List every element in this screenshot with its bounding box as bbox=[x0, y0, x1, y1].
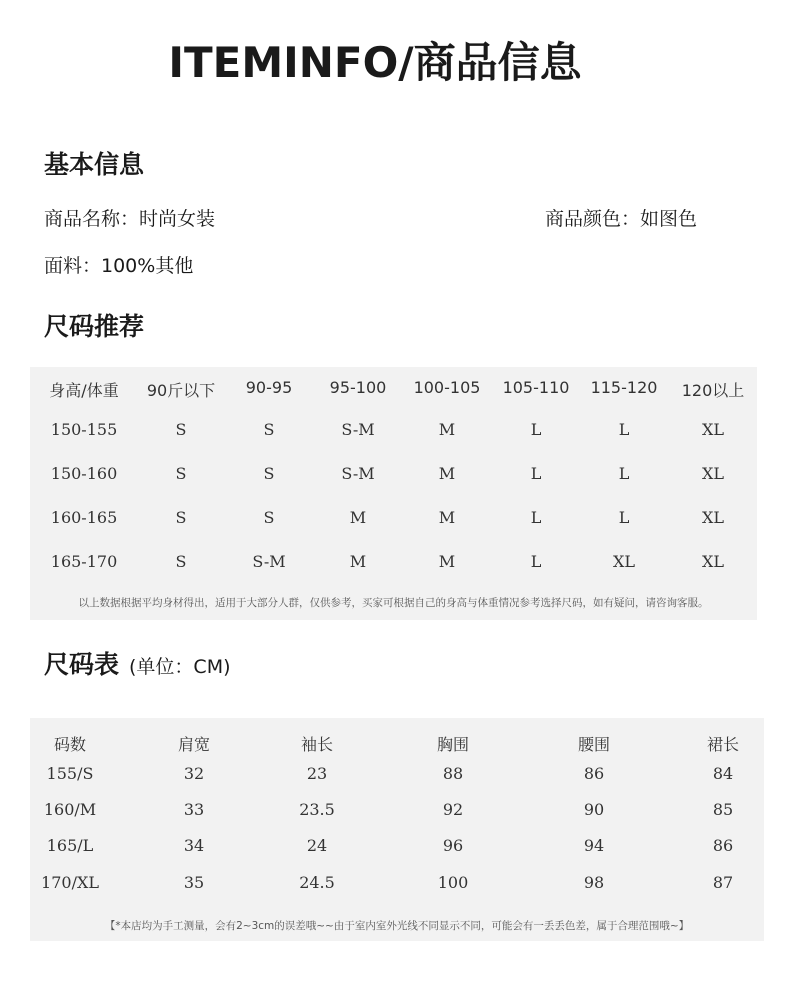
recommendation-header-cell: 115-120 bbox=[590, 378, 658, 397]
recommendation-row-cell: XL bbox=[701, 420, 725, 439]
recommendation-row-cell: S bbox=[263, 464, 275, 483]
recommendation-row-cell: XL bbox=[701, 552, 725, 571]
recommendation-row-cell: S bbox=[175, 552, 187, 571]
size-chart-row-cell: 96 bbox=[442, 836, 464, 855]
size-chart-row-cell: 35 bbox=[183, 873, 205, 892]
size-chart-row-cell: 86 bbox=[583, 764, 605, 783]
size-chart-heading bbox=[44, 645, 231, 681]
size-chart-row-cell: 155/S bbox=[46, 764, 94, 783]
size-chart-row-cell: 165/L bbox=[46, 836, 94, 855]
recommendation-row-cell: 150-160 bbox=[50, 464, 118, 483]
size-chart-header-cell: 码数 bbox=[53, 735, 87, 754]
recommendation-row-cell: S-M bbox=[252, 552, 286, 571]
recommendation-header-cell: 身高/体重 bbox=[49, 381, 119, 400]
size-chart-unit: (单位：CM) bbox=[129, 656, 231, 678]
recommendation-row-cell: XL bbox=[701, 464, 725, 483]
recommendation-row-cell: S bbox=[263, 508, 275, 527]
size-chart-row-cell: 87 bbox=[712, 873, 734, 892]
size-chart-row-cell: 24 bbox=[306, 836, 328, 855]
recommendation-row-cell: L bbox=[618, 420, 630, 439]
product-name: 商品名称：时尚女装 bbox=[44, 208, 216, 230]
size-chart-title: 尺码表 bbox=[44, 650, 120, 679]
size-recommendation-heading: 尺码推荐 bbox=[44, 312, 145, 341]
size-chart-row-cell: 34 bbox=[183, 836, 205, 855]
recommendation-row-cell: 160-165 bbox=[50, 508, 118, 527]
product-color: 商品颜色：如图色 bbox=[545, 208, 698, 230]
size-chart-row-cell: 33 bbox=[183, 800, 205, 819]
recommendation-row-cell: L bbox=[530, 464, 542, 483]
size-chart-row-cell: 160/M bbox=[43, 800, 97, 819]
recommendation-row-cell: S-M bbox=[341, 464, 375, 483]
size-chart-header-cell: 袖长 bbox=[300, 735, 334, 754]
recommendation-row-cell: S bbox=[263, 420, 275, 439]
size-chart-header-cell: 裙长 bbox=[706, 735, 740, 754]
recommendation-row-cell: 150-155 bbox=[50, 420, 118, 439]
recommendation-row-cell: XL bbox=[612, 552, 636, 571]
size-chart-row-cell: 100 bbox=[437, 873, 469, 892]
recommendation-row-cell: L bbox=[618, 464, 630, 483]
size-chart-row-cell: 98 bbox=[583, 873, 605, 892]
recommendation-header-cell: 90-95 bbox=[245, 378, 293, 397]
recommendation-row-cell: S bbox=[175, 420, 187, 439]
size-chart-row-cell: 86 bbox=[712, 836, 734, 855]
size-chart-header-cell: 胸围 bbox=[436, 735, 470, 754]
size-chart-row-cell: 88 bbox=[442, 764, 464, 783]
recommendation-row-cell: M bbox=[438, 552, 456, 571]
recommendation-row-cell: XL bbox=[701, 508, 725, 527]
recommendation-row-cell: 165-170 bbox=[50, 552, 118, 571]
recommendation-header-cell: 120以上 bbox=[681, 381, 745, 400]
size-chart-note: 【*本店均为手工测量，会有2~3cm的误差哦~~由于室内室外光线不同显示不同，可能会有一丢丢色差，属于合理范围哦~】 bbox=[104, 920, 690, 932]
recommendation-row-cell: S bbox=[175, 508, 187, 527]
size-chart-header-cell: 腰围 bbox=[577, 735, 611, 754]
recommendation-header-cell: 95-100 bbox=[329, 378, 387, 397]
size-chart-row-cell: 23.5 bbox=[299, 800, 335, 819]
recommendation-row-cell: M bbox=[438, 420, 456, 439]
recommendation-row-cell: L bbox=[530, 508, 542, 527]
recommendation-row-cell: L bbox=[618, 508, 630, 527]
recommendation-row-cell: L bbox=[530, 420, 542, 439]
size-recommendation-table bbox=[30, 367, 757, 620]
size-chart-row-cell: 94 bbox=[583, 836, 605, 855]
recommendation-row-cell: L bbox=[530, 552, 542, 571]
size-chart-header-cell: 肩宽 bbox=[177, 735, 211, 754]
size-chart-row-cell: 92 bbox=[442, 800, 464, 819]
recommendation-row-cell: M bbox=[349, 508, 367, 527]
fabric-info: 面料：100%其他 bbox=[44, 255, 194, 277]
recommendation-row-cell: M bbox=[438, 508, 456, 527]
recommendation-note: 以上数据根据平均身材得出，适用于大部分人群，仅供参考，买家可根据自己的身高与体重情况参考选择尺码，如有疑问，请咨询客服。 bbox=[78, 597, 709, 609]
size-chart-row-cell: 170/XL bbox=[41, 873, 99, 892]
page-title: ITEMINFO/商品信息 bbox=[168, 38, 582, 87]
size-chart-row-cell: 24.5 bbox=[299, 873, 335, 892]
recommendation-header-cell: 90斤以下 bbox=[146, 381, 216, 400]
recommendation-header-cell: 105-110 bbox=[502, 378, 570, 397]
recommendation-row-cell: M bbox=[349, 552, 367, 571]
recommendation-header-cell: 100-105 bbox=[413, 378, 481, 397]
size-chart-row-cell: 90 bbox=[583, 800, 605, 819]
recommendation-row-cell: S-M bbox=[341, 420, 375, 439]
size-chart-row-cell: 85 bbox=[712, 800, 734, 819]
recommendation-row-cell: S bbox=[175, 464, 187, 483]
size-chart-row-cell: 23 bbox=[306, 764, 328, 783]
basic-info-heading: 基本信息 bbox=[44, 150, 145, 179]
size-chart-table bbox=[30, 718, 764, 941]
size-chart-row-cell: 32 bbox=[183, 764, 205, 783]
size-chart-row-cell: 84 bbox=[712, 764, 734, 783]
recommendation-row-cell: M bbox=[438, 464, 456, 483]
